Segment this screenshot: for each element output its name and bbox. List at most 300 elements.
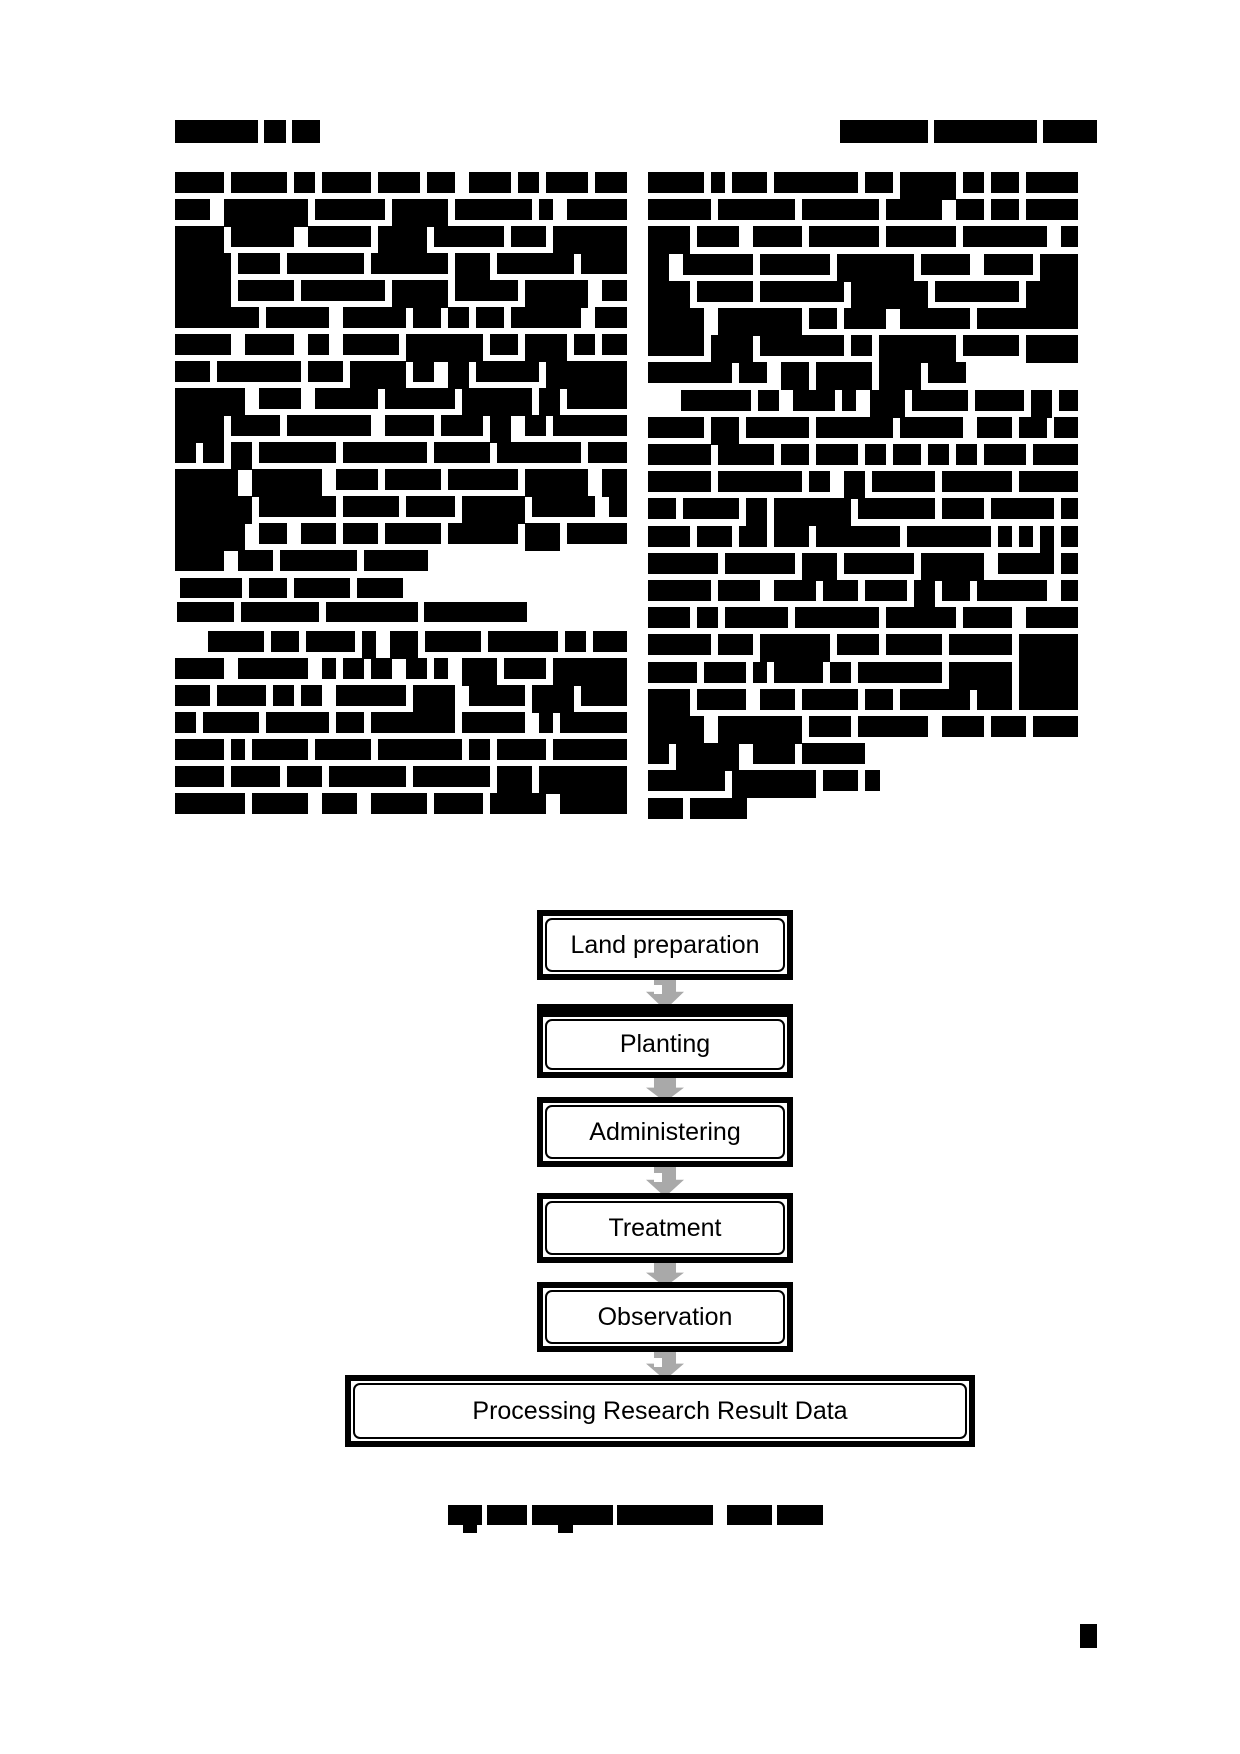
redaction-bar <box>455 253 490 281</box>
redaction-bar <box>322 793 357 814</box>
redaction-bar <box>588 442 627 463</box>
redaction-bar <box>802 553 837 581</box>
flowchart-box-observation <box>537 1282 793 1352</box>
redaction-bar <box>1019 689 1078 710</box>
redaction-bar <box>732 172 767 193</box>
redaction-bar <box>413 307 441 328</box>
redaction-bar <box>336 685 406 706</box>
redaction-bar <box>539 199 553 220</box>
redaction-bar <box>648 417 704 438</box>
redaction-bar <box>553 226 627 254</box>
redaction-bar <box>760 254 830 275</box>
redaction-bar <box>175 253 231 281</box>
redaction-bar <box>648 770 725 791</box>
redaction-bar <box>532 685 574 713</box>
redaction-bar <box>560 793 627 814</box>
redaction-bar <box>567 199 627 220</box>
redaction-bar <box>900 417 963 438</box>
flowchart-box-label: Planting <box>619 1030 711 1058</box>
redaction-bar <box>886 607 956 628</box>
redaction-bar <box>1026 607 1078 628</box>
redaction-bar <box>175 685 210 706</box>
redaction-bar <box>308 334 329 355</box>
redaction-bar <box>758 390 779 411</box>
redaction-bar <box>602 469 627 497</box>
redaction-bar <box>956 199 984 220</box>
redaction-bar <box>802 199 879 220</box>
redaction-bar <box>406 496 455 517</box>
redaction-bar <box>455 280 518 301</box>
redaction-bar <box>753 226 802 247</box>
redaction-bar <box>1026 281 1078 309</box>
redaction-bar <box>921 254 970 275</box>
redaction-bar <box>425 631 481 652</box>
redaction-bar <box>371 793 427 814</box>
redaction-bar <box>921 553 984 581</box>
redaction-bar <box>315 388 378 409</box>
redaction-bar <box>648 662 697 683</box>
redaction-bar <box>264 120 286 143</box>
redaction-bar <box>1043 120 1097 143</box>
redaction-bar <box>266 712 329 733</box>
redaction-bar <box>175 469 238 497</box>
redaction-bar <box>271 631 299 652</box>
redaction-bar <box>648 634 711 655</box>
redaction-bar <box>343 442 427 463</box>
redaction-bar <box>266 307 329 328</box>
redaction-bar <box>963 172 984 193</box>
redaction-bar <box>851 281 928 309</box>
redaction-bar <box>998 526 1012 547</box>
redaction-bar <box>434 442 490 463</box>
redaction-bar <box>175 199 210 220</box>
redaction-bar <box>462 712 525 733</box>
redaction-bar <box>648 444 711 465</box>
redaction-bar <box>462 496 525 524</box>
redaction-bar <box>802 743 865 764</box>
redaction-bar <box>357 578 403 598</box>
redaction-bar <box>490 334 518 355</box>
redaction-bar <box>697 281 753 302</box>
redaction-bar <box>427 172 455 193</box>
redaction-bar <box>648 743 669 764</box>
redaction-bar <box>292 120 320 143</box>
redaction-bar <box>886 226 956 247</box>
redaction-bar <box>525 415 546 436</box>
redaction-bar <box>774 498 851 526</box>
redaction-bar <box>203 712 259 733</box>
redaction-bar <box>560 712 627 733</box>
redaction-bar <box>648 172 704 193</box>
redaction-bar <box>392 280 448 308</box>
redaction-bar <box>760 281 844 302</box>
redaction-bar <box>1019 634 1078 662</box>
redaction-bar <box>977 580 1047 601</box>
redaction-bar <box>718 199 795 220</box>
redaction-bar <box>774 580 816 601</box>
redaction-bar <box>238 280 294 301</box>
redaction-bar <box>322 172 371 193</box>
redaction-bar <box>441 415 483 436</box>
flowchart-box-label: Treatment <box>608 1213 722 1242</box>
redaction-bar <box>259 523 287 544</box>
redaction-bar <box>942 471 1012 492</box>
redaction-bar <box>525 523 560 551</box>
redaction-bar <box>238 550 273 571</box>
redaction-bar <box>648 553 718 574</box>
redaction-bar <box>273 685 294 706</box>
redaction-bar <box>301 685 322 706</box>
redaction-bar <box>727 1505 772 1525</box>
redaction-bar <box>378 226 427 254</box>
redaction-bar <box>697 226 739 247</box>
redaction-bar <box>462 388 532 416</box>
redaction-bar <box>476 361 539 382</box>
redaction-bar <box>681 390 751 411</box>
redaction-bar <box>469 172 511 193</box>
redaction-bar <box>928 444 949 465</box>
redaction-bar <box>574 334 595 355</box>
redaction-bar <box>760 689 795 710</box>
redaction-bar <box>609 496 627 517</box>
redaction-bar <box>886 199 942 220</box>
redaction-bar <box>252 793 308 814</box>
redaction-bar <box>434 226 504 247</box>
redaction-bar <box>844 308 886 329</box>
redaction-bar <box>518 172 539 193</box>
redaction-bar <box>865 172 893 193</box>
redaction-bar <box>648 308 704 336</box>
redaction-bar <box>175 550 224 571</box>
flowchart-box-land-preparation <box>537 910 793 980</box>
redaction-bar <box>259 496 336 517</box>
redaction-bar <box>252 469 322 497</box>
redaction-bar <box>1061 580 1078 601</box>
redaction-bar <box>406 334 483 362</box>
redaction-bar <box>385 469 441 490</box>
redaction-bar <box>963 335 1019 356</box>
redaction-bar <box>175 307 259 328</box>
redaction-bar <box>385 415 434 436</box>
redaction-bar <box>231 739 245 760</box>
redaction-bar <box>448 1505 482 1525</box>
redaction-bar <box>1019 526 1033 547</box>
redaction-bar <box>532 496 595 517</box>
redaction-bar <box>315 739 371 760</box>
redaction-bar <box>350 361 406 389</box>
redaction-bar <box>1019 471 1078 492</box>
redaction-bar <box>851 335 872 356</box>
redaction-bar <box>912 390 968 411</box>
flowchart-box-label: Processing Research Result Data <box>472 1396 848 1425</box>
redaction-bar <box>385 388 455 409</box>
redaction-bar <box>718 444 774 465</box>
redaction-bar <box>793 390 835 411</box>
redaction-bar <box>975 390 1024 411</box>
redaction-bar <box>581 685 627 706</box>
redaction-bar <box>991 172 1019 193</box>
redaction-bar <box>343 307 406 328</box>
redaction-bar <box>718 471 802 492</box>
redaction-bar <box>879 335 956 363</box>
redaction-bar <box>301 523 336 544</box>
redaction-bar <box>823 580 858 601</box>
redaction-bar <box>487 1505 527 1525</box>
redaction-bar <box>732 770 816 798</box>
redaction-bar <box>753 662 767 683</box>
redaction-bar <box>648 526 690 547</box>
redaction-bar <box>448 523 518 544</box>
redaction-bar <box>343 523 378 544</box>
redaction-bar <box>343 334 399 355</box>
redaction-bar <box>984 444 1026 465</box>
redaction-bar <box>725 553 795 574</box>
redaction-bar <box>977 308 1078 329</box>
redaction-bar <box>617 1505 713 1525</box>
redaction-bar <box>949 662 1012 690</box>
redaction-bar <box>287 253 364 274</box>
redaction-bar <box>567 388 627 409</box>
redaction-bar <box>595 307 627 328</box>
redaction-bar <box>231 172 287 193</box>
redaction-bar <box>1026 172 1078 193</box>
redaction-bar <box>593 631 627 652</box>
redaction-bar <box>532 1505 613 1525</box>
redaction-bar <box>949 634 1012 655</box>
redaction-bar <box>469 685 525 706</box>
redaction-bar <box>648 716 704 744</box>
redaction-bar <box>865 580 907 601</box>
redaction-bar <box>1031 390 1052 418</box>
redaction-bar <box>175 415 224 443</box>
redaction-bar <box>648 798 683 819</box>
redaction-bar <box>718 308 802 336</box>
flowchart-box-planting <box>537 1004 793 1078</box>
redaction-bar <box>448 361 469 389</box>
redaction-bar <box>809 308 837 329</box>
redaction-bar <box>231 766 280 787</box>
redaction-bar <box>1019 662 1078 690</box>
redaction-bar <box>648 335 704 356</box>
redaction-bar <box>238 253 280 274</box>
redaction-bar <box>683 254 753 275</box>
redaction-bar <box>907 526 991 547</box>
redaction-bar <box>390 631 418 659</box>
redaction-bar <box>567 523 627 544</box>
redaction-bar <box>879 362 921 390</box>
redaction-bar <box>280 550 357 571</box>
redaction-bar <box>1061 553 1078 574</box>
redaction-bar <box>648 580 711 601</box>
redaction-bar <box>816 444 858 465</box>
redaction-bar <box>217 685 266 706</box>
redaction-bar <box>865 444 886 465</box>
redaction-bar <box>249 578 287 598</box>
redaction-bar <box>301 280 385 301</box>
redaction-bar <box>497 253 574 274</box>
redaction-bar <box>935 281 1019 302</box>
redaction-bar <box>434 793 483 814</box>
redaction-bar <box>872 471 935 492</box>
redaction-bar <box>746 417 809 438</box>
redaction-bar <box>977 689 1012 710</box>
redaction-bar <box>326 602 418 622</box>
redaction-bar <box>252 739 308 760</box>
redaction-bar <box>511 226 546 247</box>
redaction-bar <box>809 716 851 737</box>
redaction-bar <box>1040 526 1054 554</box>
redaction-bar <box>558 1525 573 1533</box>
redaction-bar <box>753 743 795 764</box>
redaction-bar <box>1019 417 1047 438</box>
redaction-bar <box>455 199 532 220</box>
redaction-bar <box>434 658 448 679</box>
redaction-bar <box>795 607 879 628</box>
redaction-bar <box>602 280 627 301</box>
redaction-bar <box>837 634 879 655</box>
redaction-bar <box>413 766 490 787</box>
redaction-bar <box>837 254 914 282</box>
redaction-bar <box>177 602 234 622</box>
redaction-bar <box>942 580 970 601</box>
redaction-bar <box>463 1525 477 1533</box>
redaction-bar <box>224 199 308 227</box>
redaction-bar <box>546 361 627 389</box>
redaction-bar <box>259 442 336 463</box>
redaction-bar <box>648 689 690 717</box>
redaction-bar <box>718 634 753 655</box>
redaction-bar <box>378 172 420 193</box>
redaction-bar <box>525 334 567 362</box>
redaction-bar <box>180 578 242 598</box>
redaction-bar <box>942 716 984 737</box>
redaction-bar <box>711 172 725 193</box>
redaction-bar <box>648 199 711 220</box>
redaction-bar <box>424 602 527 622</box>
redaction-bar <box>977 417 1012 438</box>
flowchart-box-label: Administering <box>589 1117 741 1146</box>
redaction-bar <box>371 253 448 274</box>
redaction-bar <box>238 658 308 679</box>
redaction-bar <box>595 172 627 193</box>
redaction-bar <box>781 362 809 390</box>
redaction-bar <box>525 280 588 308</box>
redaction-bar <box>413 685 455 713</box>
redaction-bar <box>816 526 900 547</box>
redaction-bar <box>539 712 553 733</box>
redaction-bar <box>546 172 588 193</box>
redaction-bar <box>175 334 231 355</box>
redaction-bar <box>900 689 970 710</box>
redaction-bar <box>844 471 865 499</box>
redaction-bar <box>175 523 245 551</box>
redaction-bar <box>718 716 802 744</box>
redaction-bar <box>175 226 224 254</box>
redaction-bar <box>287 415 371 436</box>
redaction-bar <box>413 361 434 382</box>
redaction-bar <box>539 388 560 416</box>
redaction-bar <box>497 739 546 760</box>
redaction-bar <box>991 199 1019 220</box>
redaction-bar <box>175 739 224 760</box>
redaction-bar <box>362 631 376 659</box>
redaction-bar <box>308 361 343 382</box>
redaction-bar <box>865 689 893 710</box>
redaction-bar <box>287 766 322 787</box>
flowchart-box-label: Observation <box>597 1302 733 1331</box>
redaction-bar <box>900 172 956 200</box>
redaction-bar <box>956 444 977 465</box>
redaction-bar <box>648 607 690 628</box>
redaction-bar <box>329 766 406 787</box>
flowchart-box-administering <box>537 1097 793 1167</box>
redaction-bar <box>844 553 914 574</box>
redaction-bar <box>175 793 245 814</box>
redaction-bar <box>315 199 385 220</box>
redaction-bar <box>175 442 196 463</box>
redaction-bar <box>231 415 280 436</box>
redaction-bar <box>1059 390 1078 411</box>
redaction-bar <box>448 307 469 328</box>
redaction-bar <box>1061 498 1078 519</box>
redaction-bar <box>175 388 245 416</box>
redaction-bar <box>690 798 747 819</box>
redaction-bar <box>175 766 224 787</box>
redaction-bar <box>809 471 830 492</box>
redaction-bar <box>739 526 767 547</box>
redaction-bar <box>217 361 301 382</box>
redaction-bar <box>175 172 224 193</box>
redaction-bar <box>1061 526 1078 547</box>
redaction-bar <box>858 662 942 683</box>
redaction-bar <box>511 307 581 328</box>
redaction-bar <box>488 631 558 652</box>
redaction-bar <box>830 662 851 683</box>
redaction-bar <box>476 307 504 328</box>
redaction-bar <box>802 689 858 710</box>
redaction-bar <box>203 442 224 463</box>
redaction-bar <box>648 471 711 492</box>
redaction-bar <box>777 1505 823 1525</box>
redaction-bar <box>676 743 739 771</box>
redaction-bar <box>648 498 676 519</box>
redaction-bar <box>711 335 753 363</box>
redaction-bar <box>364 550 428 571</box>
redaction-bar <box>774 172 858 193</box>
redaction-bar <box>306 631 355 652</box>
redaction-bar <box>448 469 518 490</box>
redaction-bar <box>697 607 718 628</box>
redaction-bar <box>942 498 984 519</box>
redaction-bar <box>697 689 746 710</box>
redaction-bar <box>648 254 669 282</box>
redaction-bar <box>371 658 392 679</box>
redaction-bar <box>858 498 935 519</box>
redaction-bar <box>308 226 371 247</box>
redaction-bar <box>816 417 893 438</box>
redaction-bar <box>553 415 627 436</box>
redaction-bar <box>1026 199 1078 220</box>
redaction-bar <box>175 712 196 733</box>
redaction-bar <box>870 390 905 418</box>
redaction-bar <box>760 335 844 356</box>
redaction-bar <box>739 362 767 383</box>
redaction-bar <box>774 662 823 683</box>
redaction-bar <box>392 199 448 227</box>
redaction-bar <box>490 415 511 443</box>
redaction-bar <box>998 553 1054 574</box>
redaction-bar <box>809 226 879 247</box>
